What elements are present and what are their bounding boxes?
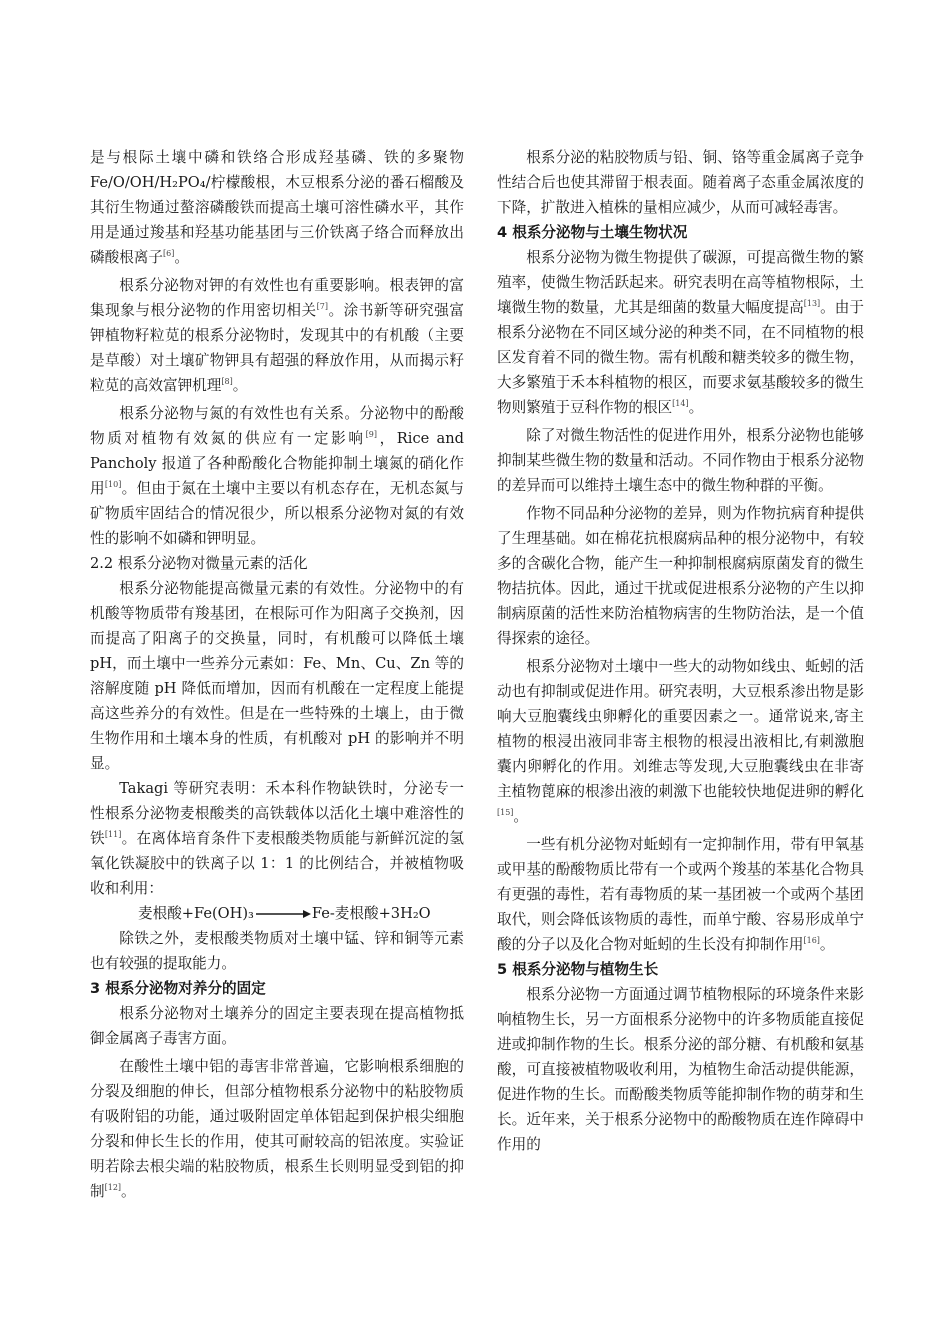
chemical-equation: 麦根酸+Fe(OH)₃ Fe-麦根酸+3H₂O bbox=[138, 905, 431, 922]
citation: [12] bbox=[104, 1183, 122, 1192]
section-heading: 4 根系分泌物与土壤生物状况 bbox=[497, 224, 688, 241]
paragraph: 根系分泌物能提高微量元素的有效性。分泌物中的有机酸等物质带有羧基团，在根际可作为阳离子交换剂，因而提高了阳离子的交换量，同时，有机酸可以降低土壤 pH，而土壤中一些养分元素如：Fe、Mn、Cu、Zn 等的溶解度随 pH 降低而增加，因而有机酸在一定程度上能提高这些养分的有效性。但是在一些特殊的土壤上，由于微生物作用和土壤本身的性质，有机酸对 pH 的影响并不明显。 bbox=[90, 580, 464, 772]
paragraph: Takagi 等研究表明：禾本科作物缺铁时，分泌专一性根系分泌物麦根酸类的高铁载体以活化土壤中难溶性的铁[11]。在离体培育条件下麦根酸类物质能与新鲜沉淀的氢氧化铁凝胶中的铁离子以 1：1 的比例结合，并被植物吸收和利用： bbox=[90, 780, 464, 897]
paragraph: 作物不同品种分泌物的差异，则为作物抗病育种提供了生理基础。如在棉花抗根腐病品种的根分泌物中，有较多的含碳化合物，能产生一种抑制根腐病原菌发育的微生物拮抗体。因此，通过干扰或促进根系分泌物的产生以抑制病原菌的活性来防治植物病害的生物防治法，是一个值得探索的途径。 bbox=[497, 505, 864, 647]
paragraph: 根系分泌物对钾的有效性也有重要影响。根表钾的富集现象与根分泌物的作用密切相关[7]。涂书新等研究强富钾植物籽粒苋的根系分泌物时，发现其中的有机酸（主要是草酸）对土壤矿物钾具有超强的释放作用，从而揭示籽粒苋的高效富钾机理[8]。 bbox=[90, 277, 464, 394]
paragraph: 根系分泌物与氮的有效性也有关系。分泌物中的酚酸物质对植物有效氮的供应有一定影响[9]，Rice and Pancholy 报道了各种酚酸化合物能抑制土壤氮的硝化作用[10]。但由于氮在土壤中主要以有机态存在，无机态氮与矿物质牢固结合的情况很少，所以根系分泌物对氮的有效性的影响不如磷和钾明显。 bbox=[90, 405, 464, 547]
paragraph: 是与根际土壤中磷和铁络合形成羟基磷、铁的多聚物Fe/O/OH/H₂PO₄/柠檬酸根，木豆根系分泌的番石榴酸及其衍生物通过螯溶磷酸铁而提高土壤可溶性磷水平，其作用是通过羧基和羟基功能基团与三价铁离子络合而释放出磷酸根离子[6]。 bbox=[90, 149, 464, 266]
citation: [8] bbox=[221, 377, 233, 386]
paragraph: 根系分泌物一方面通过调节植物根际的环境条件来影响植物生长，另一方面根系分泌物中的许多物质能直接促进或抑制作物的生长。根系分泌的部分糖、有机酸和氨基酸，可直接被植物吸收利用，为植物生命活动提供能源，促进作物的生长。而酚酸类物质等能抑制作物的萌芽和生长。近年来，关于根系分泌物中的酚酸物质在连作障碍中作用的 bbox=[497, 986, 864, 1153]
section-heading: 3 根系分泌物对养分的固定 bbox=[90, 980, 266, 997]
paragraph: 根系分泌的粘胶物质与铅、铜、铬等重金属离子竞争性结合后也使其滞留于根表面。随着离子态重金属浓度的下降，扩散进入植株的量相应减少，从而可减轻毒害。 bbox=[497, 149, 864, 216]
citation: [14] bbox=[672, 399, 689, 408]
paragraph: 根系分泌物为微生物提供了碳源，可提高微生物的繁殖率，使微生物活跃起来。研究表明在高等植物根际，土壤微生物的数量，尤其是细菌的数量大幅度提高[13]。由于根系分泌物在不同区域分泌的种类不同，在不同植物的根区发育着不同的微生物。需有机酸和糖类较多的微生物，大多繁殖于禾本科植物的根区，而要求氨基酸较多的微生物则繁殖于豆科作物的根区[14]。 bbox=[497, 249, 864, 416]
citation: [16] bbox=[803, 936, 820, 945]
paragraph: 除了对微生物活性的促进作用外，根系分泌物也能够抑制某些微生物的数量和活动。不同作物由于根系分泌物的差异而可以维持土壤生态中的微生物种群的平衡。 bbox=[497, 427, 864, 494]
section-heading: 5 根系分泌物与植物生长 bbox=[497, 961, 659, 978]
paragraph: 根系分泌物对土壤养分的固定主要表现在提高植物抵御金属离子毒害方面。 bbox=[90, 1005, 464, 1047]
citation: [15] bbox=[497, 808, 514, 817]
right-column bbox=[497, 145, 864, 1157]
paragraph: 在酸性土壤中铝的毒害非常普遍，它影响根系细胞的分裂及细胞的伸长，但部分植物根系分泌物中的粘胶物质有吸附铝的功能，通过吸附固定单体铝起到保护根尖细胞分裂和伸长生长的作用，使其可耐较高的铝浓度。实验证明若除去根尖端的粘胶物质，根系生长则明显受到铝的抑制[12]。 bbox=[90, 1058, 464, 1200]
paragraph: 一些有机分泌物对蚯蚓有一定抑制作用，带有甲氧基或甲基的酚酸物质比带有一个或两个羧基的苯基化合物具有更强的毒性，若有毒物质的某一基团被一个或两个基团取代，则会降低该物质的毒性，而单宁酸、容易形成单宁酸的分子以及化合物对蚯蚓的生长没有抑制作用[16]。 bbox=[497, 836, 864, 953]
citation: [11] bbox=[104, 830, 122, 839]
citation: [10] bbox=[104, 480, 122, 489]
citation: [6] bbox=[162, 249, 175, 258]
left-column bbox=[90, 145, 464, 1204]
citation: [9] bbox=[365, 430, 377, 439]
subsection-heading: 2.2 根系分泌物对微量元素的活化 bbox=[90, 555, 308, 572]
paragraph: 除铁之外，麦根酸类物质对土壤中锰、锌和铜等元素也有较强的提取能力。 bbox=[90, 930, 464, 972]
reaction-arrow-icon bbox=[254, 909, 312, 919]
citation: [13] bbox=[803, 299, 821, 308]
citation: [7] bbox=[316, 302, 328, 311]
paragraph: 根系分泌物对土壤中一些大的动物如线虫、蚯蚓的活动也有抑制或促进作用。研究表明，大豆根系渗出物是影响大豆胞囊线虫卵孵化的重要因素之一。通常说来,寄主植物的根浸出液同非寄主根物的根浸出液相比,有刺激胞囊内卵孵化的作用。刘维志等发现,大豆胞囊线虫在非寄主植物蓖麻的根渗出液的刺激下也能较快地促进卵的孵化[15]。 bbox=[497, 658, 864, 825]
